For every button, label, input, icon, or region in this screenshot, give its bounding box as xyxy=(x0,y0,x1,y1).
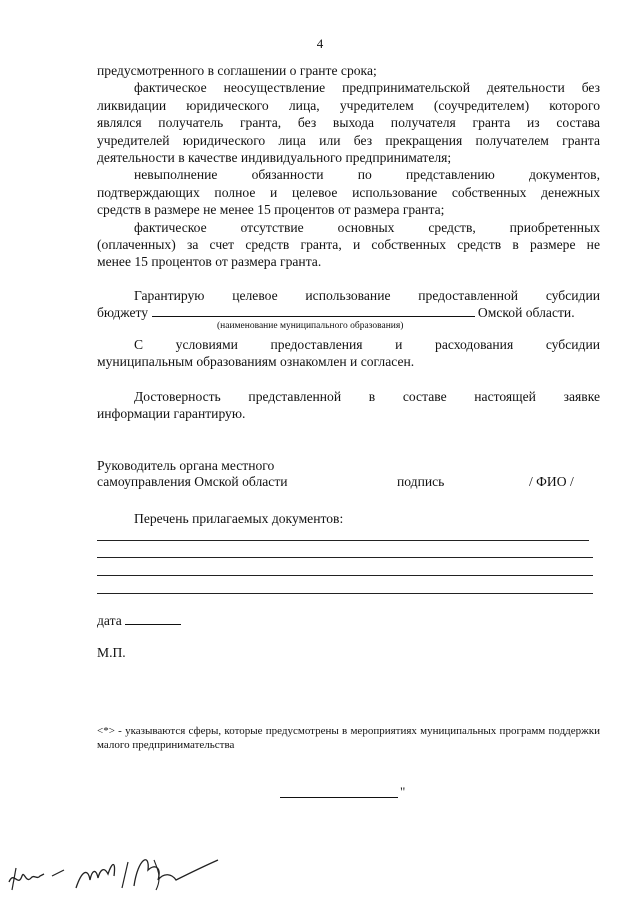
signature-row xyxy=(97,474,600,490)
fio-label: / ФИО / xyxy=(529,474,574,489)
document-line[interactable] xyxy=(97,557,593,558)
signature-label: подпись xyxy=(397,474,445,489)
closing-quote: " xyxy=(400,784,406,799)
document-line[interactable] xyxy=(97,540,589,541)
budget-suffix: Омской области. xyxy=(477,305,575,321)
paragraph-absence xyxy=(97,219,600,271)
text-line: учредителей юридического лица или без прекращения получателем гранта xyxy=(97,132,600,148)
date-blank-line[interactable] xyxy=(125,612,181,625)
documents-list-label: Перечень прилагаемых документов: xyxy=(134,511,344,526)
reliability-paragraph xyxy=(97,388,600,423)
date-row xyxy=(97,612,600,629)
text-line: фактическое неосуществление предпринимательской деятельности без xyxy=(134,80,600,96)
page-number: 4 xyxy=(316,36,324,51)
text-line: Гарантирую целевое использование предоставленной субсидии xyxy=(134,288,600,303)
role-line: самоуправления Омской области xyxy=(97,474,288,489)
paragraph-non-operation xyxy=(97,79,600,166)
text-line: информации гарантирую. xyxy=(97,406,246,422)
text-line: невыполнение обязанности по представлению документов, xyxy=(134,167,600,183)
text-line: деятельности в качестве индивидуального предпринимателя; xyxy=(97,150,452,166)
text-line: муниципальным образованиям ознакомлен и согласен. xyxy=(97,354,415,370)
document-line[interactable] xyxy=(97,575,593,576)
role-line: Руководитель органа местного xyxy=(97,458,275,473)
text-line: ликвидации юридического лица, учредителем (соучредителем) которого xyxy=(97,97,600,113)
head-role xyxy=(97,457,600,474)
text-line: средств в размере не менее 15 процентов от размера гранта; xyxy=(97,202,445,218)
text-line: фактическое отсутствие основных средств, приобретенных xyxy=(134,219,600,235)
date-label: дата xyxy=(97,613,122,628)
text-line: являлся получатель гранта, без выхода получателя гранта из состава xyxy=(97,115,600,131)
text-line: подтверждающих полное и целевое использование собственных денежных xyxy=(97,184,600,200)
municipality-blank-line[interactable] xyxy=(152,304,475,317)
text-line: менее 15 процентов от размера гранта. xyxy=(97,254,322,270)
text-line: Достоверность представленной в составе настоящей заявке xyxy=(134,389,600,404)
document-line[interactable] xyxy=(97,593,593,594)
paragraph-term: предусмотренного в соглашении о гранте срока; xyxy=(97,63,377,78)
guarantee-paragraph xyxy=(97,287,600,322)
conditions-paragraph xyxy=(97,336,600,371)
budget-line xyxy=(97,304,600,321)
stamp-label: М.П. xyxy=(97,645,126,660)
footnote: <*> - указываются сферы, которые предусмотрены в мероприятиях муниципальных программ поддержки малого предпринимательства xyxy=(97,725,600,751)
handwritten-signature-icon xyxy=(4,840,244,900)
text-line: (оплаченных) за счет средств гранта, и собственных средств в размере не xyxy=(97,237,600,253)
paragraph-non-fulfillment xyxy=(97,166,600,218)
text-line: С условиями предоставления и расходования субсидии xyxy=(134,337,600,352)
closing-line xyxy=(280,797,398,798)
conditions-list xyxy=(97,62,600,271)
municipality-caption: (наименование муниципального образования) xyxy=(217,321,404,331)
budget-prefix: бюджету xyxy=(97,305,149,321)
